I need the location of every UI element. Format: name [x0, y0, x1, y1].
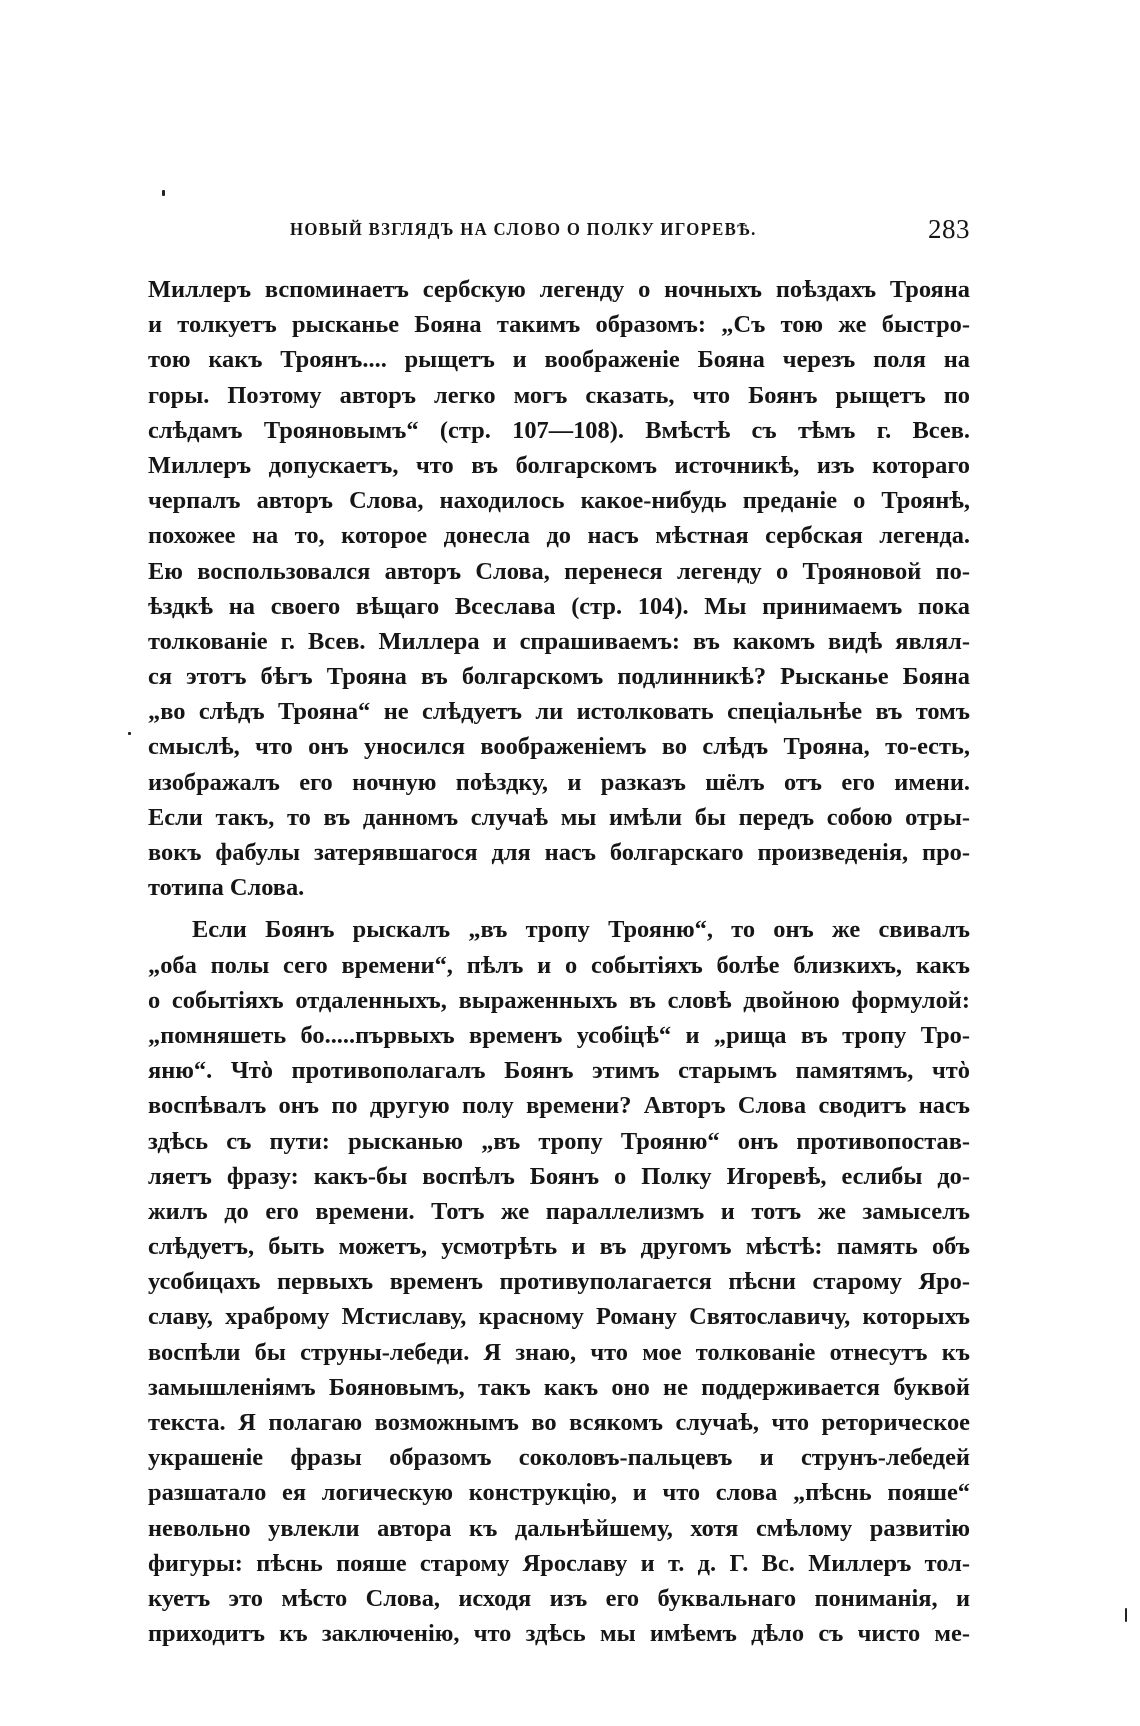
text-line: „во слѣдъ Трояна“ не слѣдуетъ ли истолковать спеціальнѣе въ томъ [148, 698, 970, 726]
page-number: 283 [928, 214, 970, 244]
text-line: ся этотъ бѣгъ Трояна въ болгарскомъ подлинникѣ? Рысканье Бояна [148, 663, 970, 691]
text-line: славу, храброму Мстиславу, красному Роману Святославичу, которыхъ [148, 1303, 970, 1331]
text-line: усобицахъ первыхъ временъ противуполагается пѣсни старому Яро- [148, 1268, 970, 1296]
text-line: замышленіямъ Бояновымъ, такъ какъ оно не поддерживается буквой [148, 1373, 970, 1401]
text-line: тою какъ Троянъ.... рыщетъ и воображеніе Бояна черезъ поля на [148, 346, 970, 374]
running-title: НОВЫЙ ВЗГЛЯДЪ НА СЛОВО О ПОЛКУ ИГОРЕВѢ. [290, 219, 757, 239]
text-line: яню“. Чтὸ противополагалъ Боянъ этимъ старымъ памятямъ, чтὸ [148, 1057, 970, 1085]
text-line: вокъ фабулы затерявшагося для насъ болгарскаго произведенія, про- [148, 839, 970, 866]
text-line: черпалъ авторъ Слова, находилось какое-нибудь преданіе о Троянѣ, [148, 487, 970, 515]
text-line: толкованіе г. Всев. Миллера и спрашиваемъ: въ какомъ видѣ являл- [148, 627, 970, 655]
text-line: похожее на то, которое донесла до насъ мѣстная сербская легенда. [148, 522, 970, 550]
text-line: куетъ это мѣсто Слова, исходя изъ его буквальнаго пониманія, и [148, 1584, 970, 1612]
text-line: Если такъ, то въ данномъ случаѣ мы имѣли бы передъ собою отры- [148, 803, 970, 831]
page-header [280, 214, 970, 248]
text-line: слѣдуетъ, быть можетъ, усмотрѣть и въ другомъ мѣстѣ: память объ [148, 1233, 970, 1261]
text-line: Миллеръ вспоминаетъ сербскую легенду о ночныхъ поѣздахъ Трояна [148, 276, 970, 303]
text-line: горы. Поэтому авторъ легко могъ сказать, что Боянъ рыщетъ по [148, 381, 970, 409]
text-line: украшеніе фразы образомъ соколовъ-пальцевъ и струнъ-лебедей [148, 1444, 970, 1472]
text-line: здѣсь съ пути: рысканью „въ тропу Трояню“ онъ противопостав- [148, 1127, 970, 1155]
paragraph [148, 912, 970, 1651]
text-line: тотипа Слова. [148, 874, 305, 902]
paragraph-gap [148, 905, 970, 912]
text-line: смыслѣ, что онъ уносился воображеніемъ во слѣдъ Трояна, то-есть, [148, 733, 970, 761]
paragraph [148, 272, 970, 905]
text-line: слѣдамъ Трояновымъ“ (стр. 107—108). Вмѣстѣ съ тѣмъ г. Всев. [148, 416, 970, 444]
text-line: о событіяхъ отдаленныхъ, выраженныхъ въ словѣ двойною формулой: [148, 986, 970, 1014]
body-text [148, 272, 970, 1651]
text-line: Ею воспользовался авторъ Слова, перенеся легенду о Трояновой по- [148, 557, 970, 585]
text-line: разшатало ея логическую конструкцію, и что слова „пѣснь пояше“ [148, 1479, 970, 1507]
text-line: ляетъ фразу: какъ-бы воспѣлъ Боянъ о Полку Игоревѣ, еслибы до- [148, 1162, 970, 1190]
text-line: невольно увлекли автора къ дальнѣйшему, хотя смѣлому развитію [148, 1514, 970, 1542]
text-line: Миллеръ допускаетъ, что въ болгарскомъ источникѣ, изъ котораго [148, 451, 970, 479]
text-line: воспѣвалъ онъ по другую полу времени? Авторъ Слова сводитъ насъ [148, 1092, 970, 1120]
text-line: и толкуетъ рысканье Бояна такимъ образомъ: „Съ тою же быстро- [148, 311, 970, 339]
print-speck [128, 732, 131, 735]
text-line: приходитъ къ заключенію, что здѣсь мы имѣемъ дѣло съ чисто ме- [148, 1620, 970, 1648]
text-line: текста. Я полагаю возможнымъ во всякомъ случаѣ, что реторическое [148, 1409, 970, 1436]
print-speck [1125, 1608, 1127, 1622]
text-line: „помняшеть бо.....първыхъ временъ усобіцѣ“ и „рища въ тропу Тро- [148, 1021, 970, 1049]
text-line: Если Боянъ рыскалъ „въ тропу Трояню“, то онъ же свивалъ [192, 916, 970, 944]
text-line: „оба полы сего времени“, пѣлъ и о событіяхъ болѣе близкихъ, какъ [148, 951, 970, 979]
text-line: жилъ до его времени. Тотъ же параллелизмъ и тотъ же замыселъ [148, 1197, 970, 1225]
print-speck [162, 190, 165, 196]
text-line: воспѣли бы струны-лебеди. Я знаю, что мое толкованіе отнесутъ къ [148, 1338, 970, 1366]
text-line: ѣздкѣ на своего вѣщаго Всеслава (стр. 104). Мы принимаемъ пока [148, 592, 970, 620]
text-line: изображалъ его ночную поѣздку, и разказъ шёлъ отъ его имени. [148, 768, 970, 796]
text-line: фигуры: пѣснь пояше старому Ярославу и т. д. Г. Вс. Миллеръ тол- [148, 1549, 970, 1577]
